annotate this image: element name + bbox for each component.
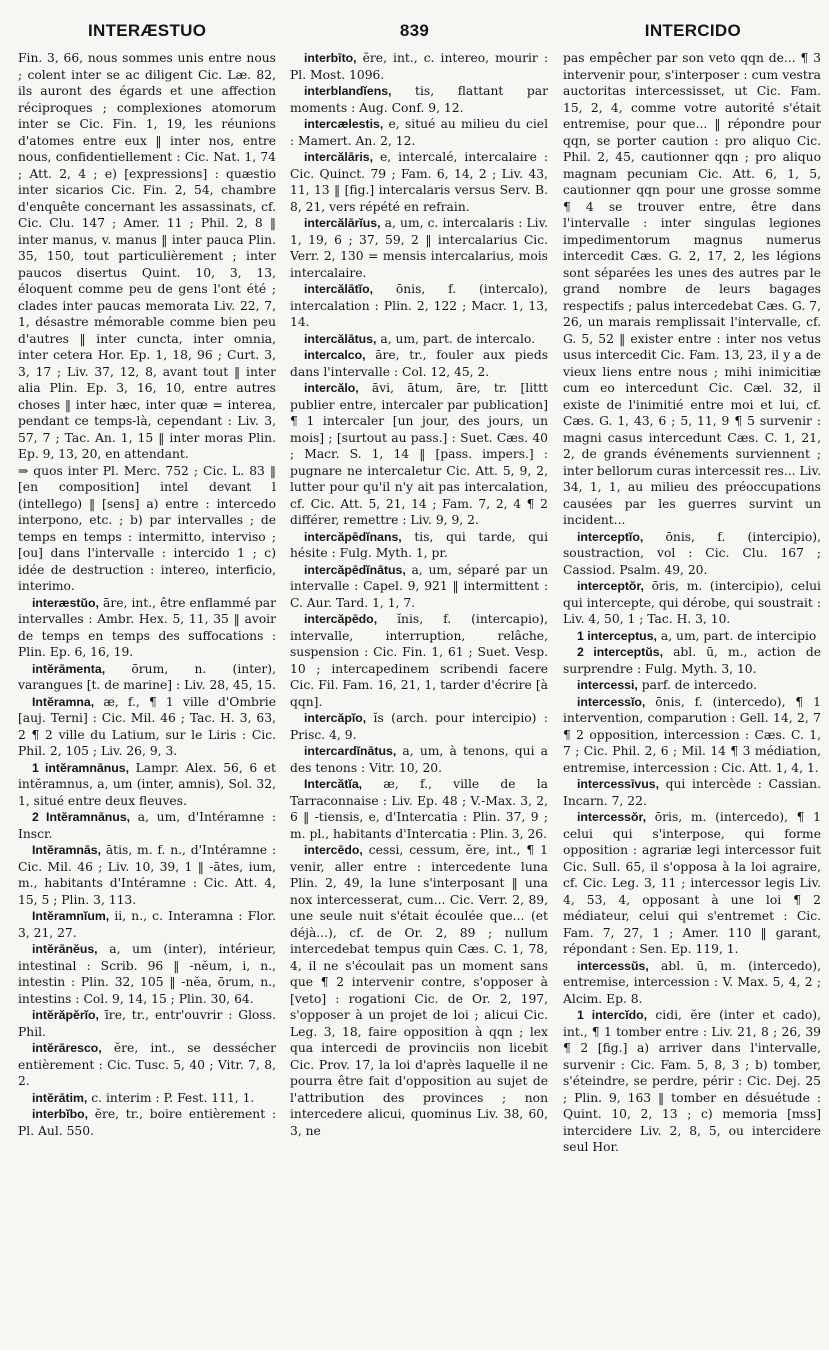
entry-definition: æ, f., ¶ 1 ville d'Ombrie [auj. Terni] : Cic. Mil. 46 ; Tac. H. 3, 63, 2 ¶ 2 ville du Latium, sur le Liris : Cic. Phil. 2, 105 ; Liv. 26, 9, 3. <box>18 694 276 758</box>
dictionary-entry <box>290 380 548 529</box>
entry-headword: intercardĭnātus, <box>304 744 397 758</box>
entry-headword: interblandĭens, <box>304 84 392 98</box>
entry-definition: āre, int., être enflammé par intervalles : Ambr. Hex. 5, 11, 35 ‖ avoir de temps en temps des suffocations : Plin. Ep. 6, 16, 19. <box>18 595 276 659</box>
dictionary-entry <box>290 743 548 776</box>
entry-headword: intercēdo, <box>304 843 363 857</box>
entry-headword: 2 interceptŭs, <box>577 645 664 659</box>
dictionary-entry <box>290 776 548 842</box>
entry-definition: cessi, cessum, ĕre, int., ¶ 1 venir, aller entre : intercedente luna Plin. 2, 49, la lune s'interposant ‖ una nox intercesserat, cum... Cic. Verr. 2, 89, une seule nuit s'était écoulée que... (et déjà...), cf. de Or. 2, 89 ; nullum intercedebat tempus quin Cæs. C. 1, 78, 4, il ne s'écoulait pas un moment sans que ¶ 2 intervenir contre, s'opposer à [veto] : rogationi Cic. de Or. 2, 197, s'opposer à un projet de loi ; alicui Cic. Leg. 3, 18, faire opposition à qqn ; lex qua intercedi de provinciis non licebit Cic. Prov. 17, la loi d'après laquelle il ne pourra être fait d'opposition au sujet de l'attribution des provinces ; non intercedere alicui, quominus Liv. 38, 60, 3, ne <box>290 843 548 1138</box>
entry-headword: interbīto, <box>304 51 357 65</box>
column-1 <box>18 50 276 1342</box>
entry-continuation <box>563 50 821 529</box>
entry-definition: ōnis, f. (intercipio), soustraction, vol : Cic. Clu. 167 ; Cassiod. Psalm. 49, 20. <box>563 529 821 577</box>
entry-headword: intercessŭs, <box>577 958 649 973</box>
entry-headword: intercessŏr, <box>577 810 647 824</box>
dictionary-entry <box>18 1040 276 1090</box>
dictionary-entry <box>18 661 276 694</box>
entry-definition: ōrum, n. (inter), varangues [t. de marine] : Liv. 28, 45, 15. <box>18 661 276 692</box>
entry-headword: interceptĭo, <box>577 529 644 544</box>
entry-definition: a, um, séparé par un intervalle : Capel. 9, 921 ‖ intermittent : C. Aur. Tard. 1, 1, 7. <box>290 562 548 610</box>
dictionary-entry <box>563 809 821 958</box>
page-number: 839 <box>399 21 430 40</box>
dictionary-entry <box>18 595 276 661</box>
entry-definition: abl. ū, m. (intercedo), entremise, intercession : V. Max. 5, 4, 2 ; Alcim. Ep. 8. <box>563 958 821 1006</box>
entry-definition: ōris, m. (intercedo), ¶ 1 celui qui s'interpose, qui forme opposition : agrariæ legi intercessor fuit Cic. Sull. 65, il s'opposa à la loi agraire, cf. Cic. Leg. 3, 11 ; intercessor legis Liv. 4, 53, 4, opposant à une loi ¶ 2 médiateur, celui qui s'entremet : Cic. Fam. 7, 27, 1 ; Amer. 110 ‖ garant, répondant : Sen. Ep. 119, 1. <box>563 810 821 956</box>
dictionary-entry <box>290 281 548 331</box>
entry-headword: interceptŏr, <box>577 579 644 593</box>
page-header <box>18 14 811 48</box>
entry-definition: āre, tr., fouler aux pieds dans l'intervalle : Col. 12, 45, 2. <box>290 348 548 379</box>
entry-headword: intĕrātim, <box>32 1090 88 1105</box>
dictionary-entry <box>290 50 548 83</box>
dictionary-entry <box>563 1007 821 1156</box>
entry-definition: c. interim : P. Fest. 111, 1. <box>87 1090 255 1105</box>
dictionary-entry <box>563 776 821 809</box>
entry-definition: a, um, d'Intéramne : Inscr. <box>18 810 276 841</box>
dictionary-entry <box>290 116 548 149</box>
dictionary-entry <box>18 1007 276 1040</box>
dictionary-entry <box>290 562 548 612</box>
entry-headword: intĕrăpĕrĭo, <box>32 1008 99 1022</box>
dictionary-entry <box>290 149 548 215</box>
entry-definition: ii, n., c. Interamna : Flor. 3, 21, 27. <box>18 909 276 940</box>
entry-headword: intercăpēdo, <box>304 612 378 626</box>
entry-headword: intercessĭo, <box>577 694 646 709</box>
entry-definition: a, um, part. de intercipio <box>656 628 817 643</box>
dictionary-entry <box>18 809 276 842</box>
dictionary-entry <box>18 1106 276 1139</box>
entry-headword: 1 interceptus, <box>577 628 657 643</box>
entry-headword: intercalco, <box>304 348 366 362</box>
entry-headword: Intĕramna, <box>32 694 95 709</box>
entry-headword: intercăpĭo, <box>304 711 367 725</box>
entry-headword: intercălāris, <box>304 150 374 164</box>
entry-headword: Intĕramnās, <box>32 843 102 857</box>
entry-definition: cidi, ĕre (inter et cado), int., ¶ 1 tomber entre : Liv. 21, 8 ; 26, 39 ¶ 2 [fig.] a) arriver dans l'intervalle, survenir : Cic. Fam. 5, 8, 3 ; b) tomber, s'éteindre, se perdre, périr : Cic. Dej. 25 ; Plin. 9, 163 ‖ tomber en désuétude : Quint. 10, 2, 13 ; c) memoria [mss] intercidere Liv. 2, 8, 5, ou intercidere seul Hor. <box>563 1008 821 1154</box>
entry-definition: e, situé au milieu du ciel : Mamert. An. 2, 12. <box>290 117 548 148</box>
entry-headword: intĕrānĕus, <box>32 942 98 956</box>
dictionary-entry <box>563 677 821 694</box>
entry-headword: intercălātĭo, <box>304 282 374 296</box>
entry-definition: ĕre, int., se dessécher entièrement : Cic. Tusc. 5, 40 ; Vitr. 7, 8, 2. <box>18 1041 276 1088</box>
entry-headword: intercăpēdĭnans, <box>304 529 402 544</box>
entry-headword: intercălo, <box>304 381 359 395</box>
dictionary-entry <box>290 710 548 743</box>
entry-headword: intĕrāresco, <box>32 1041 102 1055</box>
entry-headword: intercălārĭus, <box>304 216 381 230</box>
entry-headword: 1 intercĭdo, <box>577 1008 648 1022</box>
entry-definition: ĭnis, f. (intercapio), intervalle, interruption, relâche, suspension : Cic. Fin. 1, 61 ; Suet. Vesp. 10 ; intercapedinem scribendi facere Cic. Fil. Fam. 16, 21, 1, tarder d'écrire [à qqn]. <box>290 612 548 709</box>
entry-headword: interbĭbo, <box>32 1107 89 1121</box>
dictionary-entry <box>563 578 821 628</box>
entry-headword: intercălātus, <box>304 331 377 346</box>
entry-definition: īre, tr., entr'ouvrir : Gloss. Phil. <box>18 1008 276 1039</box>
entry-headword: 1 intĕramnānus, <box>32 760 129 775</box>
header-right-guideword: INTERCIDO <box>644 21 741 40</box>
dictionary-entry <box>290 215 548 281</box>
dictionary-entry <box>18 941 276 1007</box>
dictionary-entry <box>563 694 821 777</box>
entry-continuation <box>18 50 276 463</box>
entry-definition: Lampr. Alex. 56, 6 et intĕramnus, a, um (inter, amnis), Sol. 32, 1, situé entre deux fleuves. <box>18 760 276 808</box>
column-3 <box>563 50 821 1342</box>
entry-definition: e, intercalé, intercalaire : Cic. Quinct. 79 ; Fam. 6, 14, 2 ; Liv. 43, 11, 13 ‖ [fig.] intercalaris versus Serv. B. 8, 21, vers répété en refrain. <box>290 150 548 214</box>
dictionary-entry <box>290 529 548 562</box>
entry-headword: intercælestis, <box>304 117 384 131</box>
entry-headword: intercessīvus, <box>577 777 660 791</box>
entry-headword: intĕrāmenta, <box>32 661 106 676</box>
entry-definition: abl. ū, m., action de surprendre : Fulg. Myth. 3, 10. <box>563 645 821 676</box>
entry-definition: ōnis, f. (intercedo), ¶ 1 intervention, comparution : Gell. 14, 2, 7 ¶ 2 opposition, intercession : Cæs. C. 1, 7 ; Cic. Phil. 2, 6 ; Mil. 14 ¶ 3 médiation, entremise, intercession : Cic. Att. 1, 4, 1. <box>563 694 821 775</box>
entry-definition: ĭs (arch. pour intercipio) : Prisc. 4, 9. <box>290 711 548 742</box>
entry-definition: ātis, m. f. n., d'Intéramne : Cic. Mil. 46 ; Liv. 10, 39, 1 ‖ -ātes, ium, m., habitants d'Intéramne : Cic. Att. 4, 15, 5 ; Plin. 3, 113. <box>18 843 276 907</box>
dictionary-entry <box>18 694 276 760</box>
entry-definition: pas empêcher par son veto qqn de... ¶ 3 intervenir pour, s'interposer : cum vestra auctoritas intercessisset, ut Cic. Fam. 15, 2, 4, comme votre autorité s'était entremise, pour que... ‖ répondre pour qqn, se porter caution : pro aliquo Cic. Phil. 2, 45, cautionner qqn ; pro aliquo magnam pecuniam Cic. Att. 6, 1, 5, cautionner qqn pour une grosse somme ¶ 4 se trouver entre, être dans l'intervalle : inter singulas legiones impedimentorum magnus numerus intercedit Cæs. G. 2, 17, 2, les légions sont séparées les unes des autres par le grand nombre de leurs bagages respectifs ; palus intercedebat Cæs. G. 7, 26, un marais remplissait l'intervalle, cf. G. 5, 52 ‖ exister entre : inter nos vetus usus intercedit Cic. Fam. 13, 23, il y a de vieux liens entre nous ; mihi inimicitiæ cum eo intercedunt Cic. Cæl. 32, il existe de l'inimitié entre moi et lui, cf. Cæs. G. 1, 43, 6 ; 5, 11, 9 ¶ 5 survenir : magni casus intercedunt Cæs. C. 1, 21, 2, de grands événements surviennent ; inter bellorum curas intercessit res... Liv. 34, 1, 1, au milieu des préoccupations causées par les guerres survint un incident... <box>563 51 821 527</box>
dictionary-entry <box>290 842 548 1139</box>
dictionary-entry <box>290 611 548 710</box>
dictionary-entry <box>18 1090 276 1107</box>
dictionary-entry <box>18 842 276 908</box>
entry-headword: intercessi, <box>577 678 638 692</box>
dictionary-entry <box>563 529 821 579</box>
entry-definition: ōris, m. (intercipio), celui qui intercepte, qui dérobe, qui soustrait : Liv. 4, 50, 1 ; Tac. H. 3, 10. <box>563 579 821 626</box>
entry-definition: ⇒ quos inter Pl. Merc. 752 ; Cic. L. 83 ‖ [en composition] intel devant l (intellego) ‖ [sens] a) entre : intercedo interpono, etc. ; b) par intervalles ; de temps en temps : intermitto, interviso ; [ou] dans l'intervalle : intercido 1 ; c) idée de destruction : intereo, interficio, interimo. <box>18 463 276 593</box>
entry-definition: parf. de intercedo. <box>637 678 757 692</box>
entry-definition: tis, qui tarde, qui hésite : Fulg. Myth. 1, pr. <box>290 529 548 560</box>
entry-definition: āvi, ātum, āre, tr. [littt publier entre, intercaler par publication] ¶ 1 intercaler [un jour, des jours, un mois] ; [surtout au pass.] : Suet. Cæs. 40 ; Macr. S. 1, 14 ‖ [pass. impers.] : pugnare ne intercaletur Cic. Att. 5, 9, 2, lutter pour qu'il n'y ait pas intercalation, cf. Cic. Att. 5, 21, 14 ; Fam. 7, 2, 4 ¶ 2 différer, remettre : Liv. 9, 9, 2. <box>290 381 548 527</box>
dictionary-entry <box>290 331 548 348</box>
entry-definition: ōnis, f. (intercalo), intercalation : Plin. 2, 122 ; Macr. 1, 13, 14. <box>290 282 548 329</box>
entry-definition: æ, f., ville de la Tarraconnaise : Liv. Ep. 48 ; V.-Max. 3, 2, 6 ‖ -tiensis, e, d'Intercatia : Plin. 37, 9 ; m. pl., habitants d'Intercatia : Plin. 3, 26. <box>290 777 548 841</box>
entry-definition: a, um, part. de intercalo. <box>376 331 536 346</box>
entry-definition: Fin. 3, 66, nous sommes unis entre nous ; colent inter se ac diligent Cic. Læ. 82, ils auront des égards et une affection réciproques ; complexiones atomorum inter se Cic. Fin. 1, 19, les réunions d'atomes entre eux ‖ inter nos, entre nous, confidentiellement : Cic. Nat. 1, 74 ; Att. 2, 4 ; e) [expressions] : quæstio inter sicarios Cic. Fin. 2, 54, chambre d'enquête concernant les assassinats, cf. Cic. Clu. 147 ; Amer. 11 ; Phil. 2, 8 ‖ inter manus, v. manus ‖ inter pauca Plin. 35, 150, tout particulièrement ; inter paucos disertus Quint. 10, 3, 13, éloquent comme peu de gens l'ont été ; clades inter paucas memorata Liv. 22, 7, 1, désastre mémorable comme bien peu d'autres ‖ inter cuncta, inter omnia, inter cetera Hor. Ep. 1, 18, 96 ; Curt. 3, 3, 17 ; Liv. 37, 12, 8, avant tout ‖ inter alia Plin. Ep. 3, 16, 10, entre autres choses ‖ inter hæc, inter quæ = interea, pendant ce temps-là, cependant : Liv. 3, 57, 7 ; Tac. An. 1, 15 ‖ inter moras Plin. Ep. 9, 13, 20, en attendant. <box>18 51 276 461</box>
entry-headword: 2 Intĕramnānus, <box>32 810 131 824</box>
dictionary-entry <box>18 760 276 810</box>
entry-headword: intercăpēdĭnātus, <box>304 562 406 577</box>
entry-definition: qui intercède : Cassian. Incarn. 7, 22. <box>563 777 821 808</box>
column-2 <box>290 50 548 1342</box>
dictionary-entry <box>290 83 548 116</box>
dictionary-entry <box>18 908 276 941</box>
entry-headword: Intercătĭa, <box>304 777 363 791</box>
entry-headword: interæstŭo, <box>32 595 99 610</box>
dictionary-entry <box>563 628 821 645</box>
entry-definition: a, um, à tenons, qui a des tenons : Vitr. 10, 20. <box>290 744 548 775</box>
entry-definition: ĕre, int., c. intereo, mourir : Pl. Most. 1096. <box>290 51 548 82</box>
dictionary-entry <box>563 958 821 1008</box>
entry-definition: tis, flattant par moments : Aug. Conf. 9, 12. <box>290 84 548 115</box>
header-left-guideword: INTERÆSTUO <box>88 21 207 40</box>
entry-headword: Intĕramnĭum, <box>32 909 110 923</box>
entry-definition: a, um, c. intercalaris : Liv. 1, 19, 6 ; 37, 59, 2 ‖ intercalarius Cic. Verr. 2, 130 = mensis intercalarius, mois intercalaire. <box>290 216 548 280</box>
dictionary-entry <box>290 347 548 380</box>
entry-continuation <box>18 463 276 595</box>
entry-definition: a, um (inter), intérieur, intestinal : Scrib. 96 ‖ -nĕum, i, n., intestin : Plin. 32, 105 ‖ -nĕa, ōrum, n., intestins : Col. 9, 14, 15 ; Plin. 30, 64. <box>18 942 276 1006</box>
entry-definition: ĕre, tr., boire entièrement : Pl. Aul. 550. <box>18 1107 276 1138</box>
dictionary-entry <box>563 644 821 677</box>
